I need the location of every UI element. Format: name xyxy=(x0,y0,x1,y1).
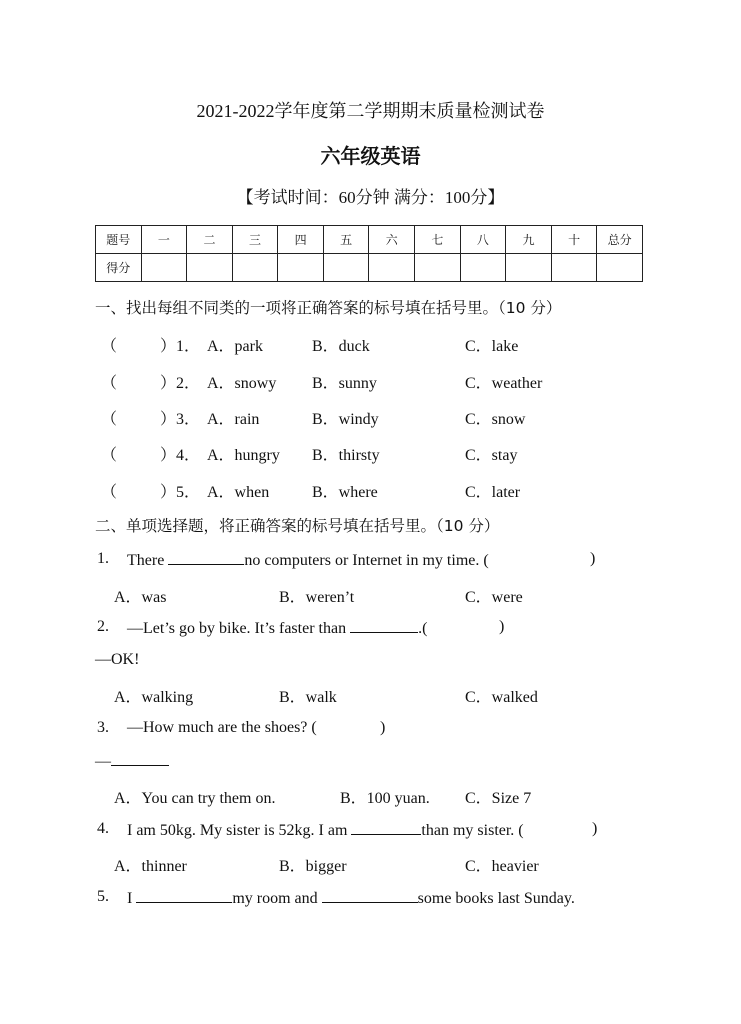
section1-question xyxy=(0,479,741,501)
option-c: C．were xyxy=(465,589,523,606)
score-input-cell[interactable] xyxy=(597,254,643,282)
option-c: C．weather xyxy=(465,375,543,392)
section2-heading: 二、单项选择题，将正确答案的标号填在括号里。（10 分） xyxy=(95,517,500,535)
section1-heading: 一、找出每组不同类的一项将正确答案的标号填在括号里。（10 分） xyxy=(95,299,562,317)
question-text-pre: —Let’s go by bike. It’s faster than xyxy=(127,620,351,637)
option-b: B．sunny xyxy=(312,375,377,392)
score-cell: 二 xyxy=(187,226,233,254)
option-c: C．later xyxy=(465,484,521,501)
question-reply: —OK! xyxy=(95,651,140,668)
answer-paren-close: ) xyxy=(380,719,386,736)
option-b: B．duck xyxy=(312,338,370,355)
question-text-post: .( xyxy=(418,620,428,637)
option-a: A．thinner xyxy=(114,858,187,875)
score-cell: 十 xyxy=(551,226,597,254)
answer-paren-close: ) xyxy=(592,820,598,837)
option-b: B．bigger xyxy=(279,858,347,875)
option-a: A．You can try them on. xyxy=(114,790,276,807)
answer-paren-open[interactable]: （ xyxy=(101,447,118,464)
question-text-post: no computers or Internet in my time. ( xyxy=(244,552,489,569)
section1-question xyxy=(0,406,741,428)
answer-paren-open[interactable]: （ xyxy=(101,375,118,392)
option-b: B．windy xyxy=(312,411,379,428)
question-text xyxy=(127,888,575,908)
score-table xyxy=(95,225,643,282)
section2-question-1 xyxy=(0,550,741,572)
answer-paren-open[interactable]: （ xyxy=(101,484,118,501)
score-input-cell[interactable] xyxy=(506,254,552,282)
question-number: 3. xyxy=(97,719,109,736)
option-b: B．walk xyxy=(279,689,337,706)
answer-paren-open[interactable]: （ xyxy=(101,411,118,428)
section1-question xyxy=(0,370,741,392)
option-c: C．lake xyxy=(465,338,519,355)
question-number: ）3． xyxy=(160,411,201,428)
question-text xyxy=(127,820,524,840)
section1-question xyxy=(0,442,741,464)
option-c: C．walked xyxy=(465,689,538,706)
option-c: C．stay xyxy=(465,447,518,464)
question-text xyxy=(127,618,427,638)
section2-question-3 xyxy=(0,719,741,741)
answer-blank[interactable] xyxy=(351,820,421,835)
answer-blank[interactable] xyxy=(136,888,232,903)
score-cell: 三 xyxy=(232,226,278,254)
score-cell: 九 xyxy=(506,226,552,254)
question-reply xyxy=(95,751,169,771)
answer-blank[interactable] xyxy=(322,888,418,903)
option-a: A．rain xyxy=(207,411,260,428)
score-cell: 七 xyxy=(415,226,461,254)
score-input-cell[interactable] xyxy=(460,254,506,282)
exam-subtitle: 六年级英语 xyxy=(320,144,421,168)
score-cell: 四 xyxy=(278,226,324,254)
section2-options-4 xyxy=(0,853,741,875)
score-cell: 五 xyxy=(323,226,369,254)
question-number: ）4． xyxy=(160,447,201,464)
score-table-header-row xyxy=(96,226,643,254)
question-text-pre: There xyxy=(127,552,169,569)
question-number: 5. xyxy=(97,888,109,905)
score-cell: 题号 xyxy=(96,226,142,254)
exam-title: 2021-2022学年度第二学期期末质量检测试卷 xyxy=(196,101,545,121)
score-table-score-row xyxy=(96,254,643,282)
exam-info: 【考试时间：60分钟 满分：100分】 xyxy=(236,188,505,207)
question-number: ）1． xyxy=(160,338,201,355)
question-text-mid: my room and xyxy=(232,890,322,907)
answer-paren-close: ) xyxy=(590,550,596,567)
question-number: 2. xyxy=(97,618,109,635)
section1-question xyxy=(0,333,741,355)
option-b: B．where xyxy=(312,484,378,501)
option-b: B．100 yuan. xyxy=(340,790,430,807)
question-text-pre: I am 50kg. My sister is 52kg. I am xyxy=(127,822,352,839)
option-a: A．walking xyxy=(114,689,194,706)
section2-options-2 xyxy=(0,684,741,706)
option-a: A．when xyxy=(207,484,270,501)
option-b: B．weren’t xyxy=(279,589,355,606)
section2-options-1 xyxy=(0,584,741,606)
score-input-cell[interactable] xyxy=(323,254,369,282)
answer-blank[interactable] xyxy=(350,618,418,633)
question-text-post: some books last Sunday. xyxy=(417,890,575,907)
answer-blank[interactable] xyxy=(168,550,244,565)
reply-dash: — xyxy=(95,753,111,770)
option-c: C．heavier xyxy=(465,858,539,875)
score-cell: 一 xyxy=(141,226,187,254)
option-c: C．snow xyxy=(465,411,526,428)
score-input-cell[interactable] xyxy=(232,254,278,282)
score-row-label: 得分 xyxy=(96,254,142,282)
answer-paren-close: ) xyxy=(499,618,505,635)
option-a: A．snowy xyxy=(207,375,277,392)
option-a: A．was xyxy=(114,589,167,606)
score-input-cell[interactable] xyxy=(415,254,461,282)
score-cell: 八 xyxy=(460,226,506,254)
section2-options-3 xyxy=(0,785,741,807)
score-cell: 总分 xyxy=(597,226,643,254)
option-a: A．park xyxy=(207,338,263,355)
question-text: —How much are the shoes? ( xyxy=(127,719,317,736)
option-a: A．hungry xyxy=(207,447,280,464)
option-c: C．Size 7 xyxy=(465,790,532,807)
option-b: B．thirsty xyxy=(312,447,380,464)
score-input-cell[interactable] xyxy=(141,254,187,282)
score-input-cell[interactable] xyxy=(551,254,597,282)
section2-question-5 xyxy=(0,888,741,910)
section2-question-2 xyxy=(0,618,741,640)
question-text xyxy=(127,550,489,570)
question-number: 4. xyxy=(97,820,109,837)
question-text-pre: I xyxy=(127,890,137,907)
question-number: ）2． xyxy=(160,375,201,392)
question-number: ）5． xyxy=(160,484,201,501)
question-number: 1. xyxy=(97,550,109,567)
answer-blank[interactable] xyxy=(111,751,169,766)
question-text-post: than my sister. ( xyxy=(421,822,524,839)
score-input-cell[interactable] xyxy=(369,254,415,282)
answer-paren-open[interactable]: （ xyxy=(101,338,118,355)
section2-question-4 xyxy=(0,820,741,842)
score-cell: 六 xyxy=(369,226,415,254)
score-input-cell[interactable] xyxy=(187,254,233,282)
score-input-cell[interactable] xyxy=(278,254,324,282)
